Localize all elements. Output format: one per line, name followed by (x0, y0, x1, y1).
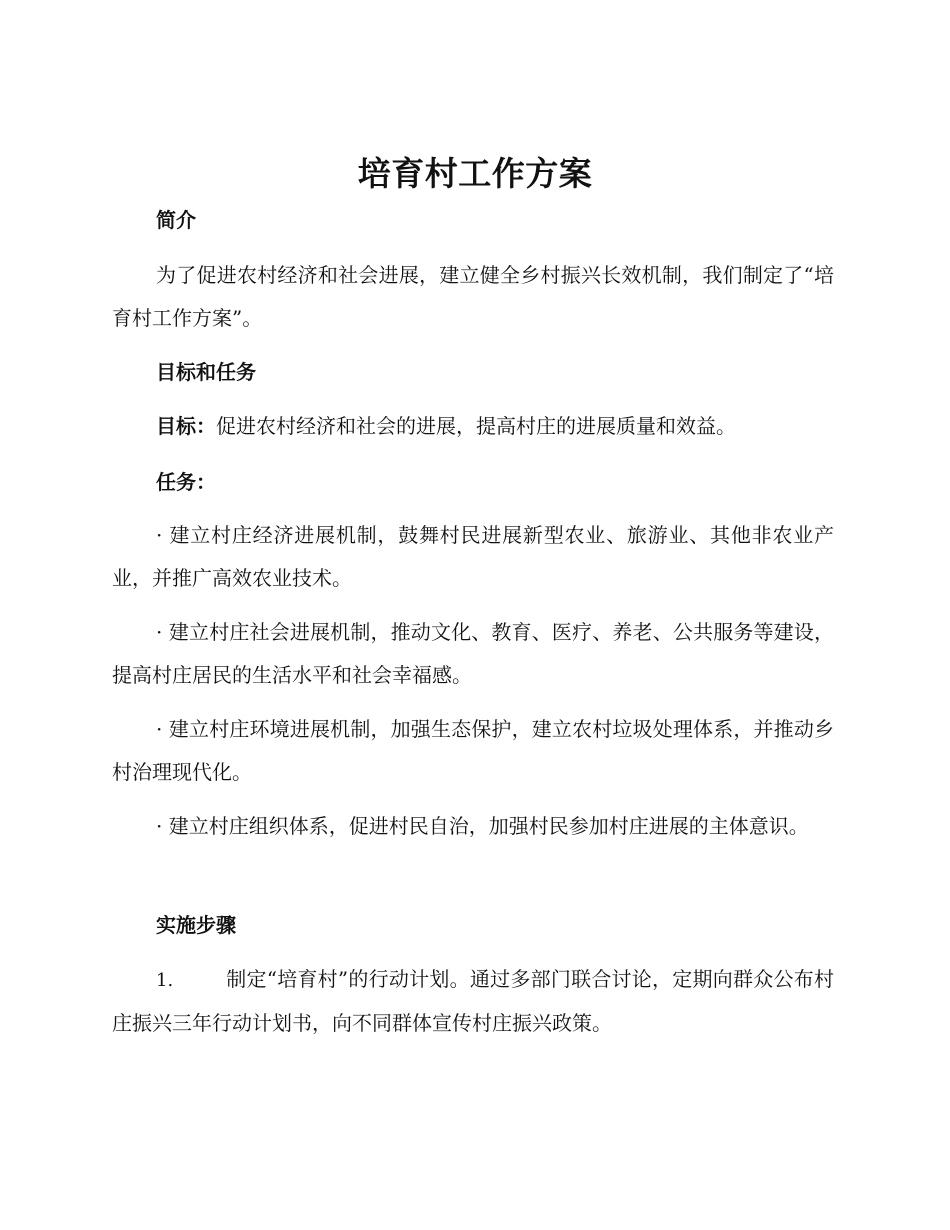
task-item: · 建立村庄经济进展机制，鼓舞村民进展新型农业、旅游业、其他非农业产业，并推广高效农业技术。 (112, 523, 834, 590)
step-item (112, 958, 834, 1045)
step-text: 制定“培育村”的行动计划。通过多部门联合讨论，定期向群众公布村庄振兴三年行动计划书，向不同群体宣传村庄振兴政策。 (112, 967, 834, 1035)
section-heading-goals: 目标和任务 (156, 360, 256, 384)
goal-text: 促进农村经济和社会的进展，提高村庄的进展质量和效益。 (216, 414, 736, 438)
tasks-label: 任务： (156, 470, 216, 494)
goal-label: 目标： (156, 414, 216, 438)
goal-paragraph (112, 405, 834, 448)
section-heading-steps: 实施步骤 (156, 913, 236, 937)
task-item: · 建立村庄社会进展机制，推动文化、教育、医疗、养老、公共服务等建设，提高村庄居民的生活水平和社会幸福感。 (112, 620, 834, 687)
task-item: · 建立村庄组织体系，促进村民自治，加强村民参加村庄进展的主体意识。 (156, 814, 809, 838)
step-number: 1. (156, 970, 174, 991)
task-item: · 建立村庄环境进展机制，加强生态保护，建立农村垃圾处理体系，并推动乡村治理现代化。 (112, 717, 834, 784)
intro-paragraph: 为了促进农村经济和社会进展，建立健全乡村振兴长效机制，我们制定了“培育村工作方案”。 (112, 263, 834, 330)
document-title: 培育村工作方案 (357, 154, 593, 193)
section-heading-intro: 简介 (156, 208, 196, 232)
